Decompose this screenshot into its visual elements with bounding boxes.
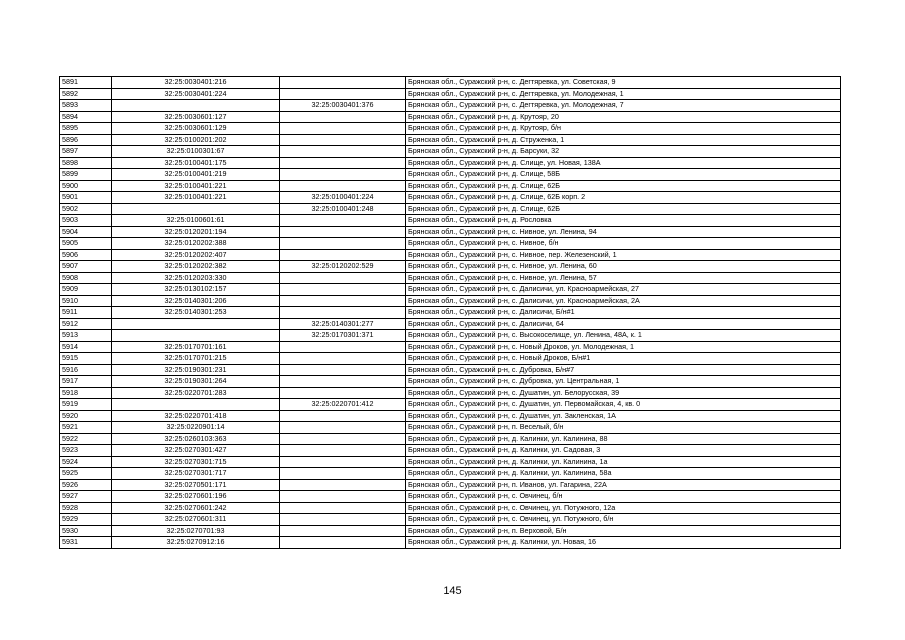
related-cadastral-number-cell	[280, 111, 406, 123]
table-row	[60, 77, 841, 89]
table-row	[60, 514, 841, 526]
table-row	[60, 445, 841, 457]
address-cell: Брянская обл., Суражский р-н, д. Калинки, ул. Садовая, 3	[406, 445, 841, 457]
related-cadastral-number-cell	[280, 387, 406, 399]
cadastral-number-cell: 32:25:0120201:194	[112, 226, 280, 238]
cadastral-number-cell	[112, 203, 280, 215]
row-number-cell: 5897	[60, 146, 112, 158]
row-number-cell: 5930	[60, 525, 112, 537]
table-row	[60, 100, 841, 112]
address-cell: Брянская обл., Суражский р-н, с. Дубровка, Б/н#7	[406, 364, 841, 376]
table-row	[60, 330, 841, 342]
related-cadastral-number-cell	[280, 502, 406, 514]
cadastral-number-cell	[112, 100, 280, 112]
related-cadastral-number-cell	[280, 353, 406, 365]
row-number-cell: 5906	[60, 249, 112, 261]
row-number-cell: 5925	[60, 468, 112, 480]
related-cadastral-number-cell	[280, 295, 406, 307]
cadastral-number-cell: 32:25:0270912:16	[112, 537, 280, 549]
cadastral-number-cell: 32:25:0100401:175	[112, 157, 280, 169]
related-cadastral-number-cell	[280, 169, 406, 181]
cadastral-number-cell: 32:25:0100301:67	[112, 146, 280, 158]
table-row	[60, 410, 841, 422]
address-cell: Брянская обл., Суражский р-н, д. Слище, 62Б корп. 2	[406, 192, 841, 204]
cadastral-number-cell: 32:25:0120202:382	[112, 261, 280, 273]
table-row	[60, 157, 841, 169]
related-cadastral-number-cell	[280, 77, 406, 89]
address-cell: Брянская обл., Суражский р-н, с. Дегтяревка, ул. Молодежная, 7	[406, 100, 841, 112]
address-cell: Брянская обл., Суражский р-н, д. Рословка	[406, 215, 841, 227]
cadastral-number-cell: 32:25:0270701:93	[112, 525, 280, 537]
cadastral-number-cell: 32:25:0120203:330	[112, 272, 280, 284]
row-number-cell: 5908	[60, 272, 112, 284]
row-number-cell: 5899	[60, 169, 112, 181]
row-number-cell: 5910	[60, 295, 112, 307]
address-cell: Брянская обл., Суражский р-н, д. Струженка, 1	[406, 134, 841, 146]
cadastral-number-cell: 32:25:0270601:311	[112, 514, 280, 526]
address-cell: Брянская обл., Суражский р-н, с. Дубровка, ул. Центральная, 1	[406, 376, 841, 388]
cadastral-number-cell: 32:25:0270501:171	[112, 479, 280, 491]
row-number-cell: 5896	[60, 134, 112, 146]
table-row	[60, 272, 841, 284]
table-row	[60, 146, 841, 158]
page-number: 145	[443, 585, 462, 597]
cadastral-number-cell	[112, 318, 280, 330]
address-cell: Брянская обл., Суражский р-н, с. Нивное, ул. Ленина, 57	[406, 272, 841, 284]
row-number-cell: 5895	[60, 123, 112, 135]
row-number-cell: 5927	[60, 491, 112, 503]
related-cadastral-number-cell	[280, 422, 406, 434]
cadastral-number-cell: 32:25:0140301:253	[112, 307, 280, 319]
row-number-cell: 5911	[60, 307, 112, 319]
related-cadastral-number-cell	[280, 146, 406, 158]
row-number-cell: 5916	[60, 364, 112, 376]
row-number-cell: 5917	[60, 376, 112, 388]
address-cell: Брянская обл., Суражский р-н, д. Слище, 58Б	[406, 169, 841, 181]
row-number-cell: 5913	[60, 330, 112, 342]
table-row	[60, 422, 841, 434]
related-cadastral-number-cell	[280, 433, 406, 445]
row-number-cell: 5921	[60, 422, 112, 434]
row-number-cell: 5912	[60, 318, 112, 330]
address-cell: Брянская обл., Суражский р-н, д. Калинки, ул. Новая, 16	[406, 537, 841, 549]
address-cell: Брянская обл., Суражский р-н, с. Далисичи, Б/н#1	[406, 307, 841, 319]
row-number-cell: 5900	[60, 180, 112, 192]
cadastral-number-cell: 32:25:0100401:221	[112, 180, 280, 192]
table-row	[60, 180, 841, 192]
address-cell: Брянская обл., Суражский р-н, д. Слище, ул. Новая, 138А	[406, 157, 841, 169]
cadastral-number-cell: 32:25:0030601:127	[112, 111, 280, 123]
cadastral-number-cell: 32:25:0190301:231	[112, 364, 280, 376]
cadastral-number-cell	[112, 399, 280, 411]
table-row	[60, 468, 841, 480]
row-number-cell: 5905	[60, 238, 112, 250]
related-cadastral-number-cell	[280, 157, 406, 169]
registry-table	[59, 76, 841, 549]
address-cell: Брянская обл., Суражский р-н, п. Верховой, Б/н	[406, 525, 841, 537]
cadastral-number-cell: 32:25:0220701:418	[112, 410, 280, 422]
related-cadastral-number-cell	[280, 376, 406, 388]
related-cadastral-number-cell	[280, 468, 406, 480]
cadastral-number-cell: 32:25:0130102:157	[112, 284, 280, 296]
row-number-cell: 5920	[60, 410, 112, 422]
row-number-cell: 5898	[60, 157, 112, 169]
address-cell: Брянская обл., Суражский р-н, с. Овчинец, ул. Потужного, б/н	[406, 514, 841, 526]
related-cadastral-number-cell: 32:25:0170301:371	[280, 330, 406, 342]
row-number-cell: 5902	[60, 203, 112, 215]
table-row	[60, 525, 841, 537]
related-cadastral-number-cell	[280, 491, 406, 503]
table-row	[60, 353, 841, 365]
address-cell: Брянская обл., Суражский р-н, д. Слище, 62Б	[406, 203, 841, 215]
row-number-cell: 5907	[60, 261, 112, 273]
table-row	[60, 249, 841, 261]
row-number-cell: 5891	[60, 77, 112, 89]
table-row	[60, 284, 841, 296]
table-row	[60, 399, 841, 411]
cadastral-number-cell: 32:25:0170701:161	[112, 341, 280, 353]
table-row	[60, 433, 841, 445]
table-row	[60, 456, 841, 468]
address-cell: Брянская обл., Суражский р-н, д. Калинки, ул. Калинина, 58а	[406, 468, 841, 480]
related-cadastral-number-cell	[280, 134, 406, 146]
row-number-cell: 5922	[60, 433, 112, 445]
cadastral-number-cell: 32:25:0120202:407	[112, 249, 280, 261]
related-cadastral-number-cell	[280, 238, 406, 250]
related-cadastral-number-cell: 32:25:0100401:248	[280, 203, 406, 215]
address-cell: Брянская обл., Суражский р-н, с. Дегтяревка, ул. Молодежная, 1	[406, 88, 841, 100]
related-cadastral-number-cell	[280, 215, 406, 227]
address-cell: Брянская обл., Суражский р-н, с. Высокоселище, ул. Ленина, 48А, к. 1	[406, 330, 841, 342]
table-row	[60, 169, 841, 181]
cadastral-number-cell: 32:25:0140301:206	[112, 295, 280, 307]
cadastral-number-cell: 32:25:0270601:196	[112, 491, 280, 503]
row-number-cell: 5894	[60, 111, 112, 123]
related-cadastral-number-cell	[280, 180, 406, 192]
table-row	[60, 537, 841, 549]
address-cell: Брянская обл., Суражский р-н, п. Веселый, б/н	[406, 422, 841, 434]
table-row	[60, 203, 841, 215]
related-cadastral-number-cell	[280, 537, 406, 549]
related-cadastral-number-cell: 32:25:0120202:529	[280, 261, 406, 273]
address-cell: Брянская обл., Суражский р-н, с. Овчинец, ул. Потужного, 12а	[406, 502, 841, 514]
table-row	[60, 192, 841, 204]
cadastral-number-cell: 32:25:0100401:221	[112, 192, 280, 204]
related-cadastral-number-cell	[280, 341, 406, 353]
table-row	[60, 491, 841, 503]
cadastral-number-cell: 32:25:0030401:216	[112, 77, 280, 89]
table-row	[60, 238, 841, 250]
related-cadastral-number-cell	[280, 272, 406, 284]
cadastral-number-cell: 32:25:0270601:242	[112, 502, 280, 514]
address-cell: Брянская обл., Суражский р-н, с. Нивное, пер. Железенский, 1	[406, 249, 841, 261]
address-cell: Брянская обл., Суражский р-н, с. Далисичи, 64	[406, 318, 841, 330]
address-cell: Брянская обл., Суражский р-н, с. Далисичи, ул. Красноармейская, 2А	[406, 295, 841, 307]
table-row	[60, 123, 841, 135]
cadastral-number-cell: 32:25:0270301:427	[112, 445, 280, 457]
address-cell: Брянская обл., Суражский р-н, с. Овчинец, б/н	[406, 491, 841, 503]
address-cell: Брянская обл., Суражский р-н, с. Душатин, ул. Первомайская, 4, кв. 0	[406, 399, 841, 411]
related-cadastral-number-cell: 32:25:0030401:376	[280, 100, 406, 112]
table-row	[60, 88, 841, 100]
row-number-cell: 5904	[60, 226, 112, 238]
address-cell: Брянская обл., Суражский р-н, с. Нивное, ул. Ленина, 60	[406, 261, 841, 273]
address-cell: Брянская обл., Суражский р-н, с. Далисичи, ул. Красноармейская, 27	[406, 284, 841, 296]
cadastral-number-cell: 32:25:0270301:715	[112, 456, 280, 468]
address-cell: Брянская обл., Суражский р-н, д. Слище, 62Б	[406, 180, 841, 192]
related-cadastral-number-cell	[280, 284, 406, 296]
row-number-cell: 5914	[60, 341, 112, 353]
row-number-cell: 5924	[60, 456, 112, 468]
cadastral-number-cell: 32:25:0170701:215	[112, 353, 280, 365]
address-cell: Брянская обл., Суражский р-н, д. Крутояр, б/н	[406, 123, 841, 135]
related-cadastral-number-cell	[280, 307, 406, 319]
address-cell: Брянская обл., Суражский р-н, д. Барсуки, 32	[406, 146, 841, 158]
related-cadastral-number-cell	[280, 445, 406, 457]
address-cell: Брянская обл., Суражский р-н, с. Душатин, ул. Белорусская, 39	[406, 387, 841, 399]
row-number-cell: 5919	[60, 399, 112, 411]
cadastral-number-cell: 32:25:0260103:363	[112, 433, 280, 445]
row-number-cell: 5923	[60, 445, 112, 457]
address-cell: Брянская обл., Суражский р-н, д. Крутояр, 20	[406, 111, 841, 123]
related-cadastral-number-cell	[280, 479, 406, 491]
row-number-cell: 5909	[60, 284, 112, 296]
row-number-cell: 5903	[60, 215, 112, 227]
cadastral-number-cell	[112, 330, 280, 342]
address-cell: Брянская обл., Суражский р-н, п. Иванов, ул. Гагарина, 22А	[406, 479, 841, 491]
address-cell: Брянская обл., Суражский р-н, с. Дегтяревка, ул. Советская, 9	[406, 77, 841, 89]
cadastral-number-cell: 32:25:0100601:61	[112, 215, 280, 227]
address-cell: Брянская обл., Суражский р-н, с. Нивное, б/н	[406, 238, 841, 250]
row-number-cell: 5929	[60, 514, 112, 526]
table-row	[60, 502, 841, 514]
address-cell: Брянская обл., Суражский р-н, с. Душатин, ул. Закленская, 1А	[406, 410, 841, 422]
cadastral-number-cell: 32:25:0100201:202	[112, 134, 280, 146]
related-cadastral-number-cell: 32:25:0100401:224	[280, 192, 406, 204]
cadastral-number-cell: 32:25:0220901:14	[112, 422, 280, 434]
table-row	[60, 376, 841, 388]
table-row	[60, 111, 841, 123]
table-row	[60, 364, 841, 376]
table-row	[60, 387, 841, 399]
row-number-cell: 5931	[60, 537, 112, 549]
related-cadastral-number-cell	[280, 525, 406, 537]
cadastral-number-cell: 32:25:0220701:283	[112, 387, 280, 399]
cadastral-number-cell: 32:25:0100401:219	[112, 169, 280, 181]
related-cadastral-number-cell	[280, 123, 406, 135]
registry-table-body	[60, 77, 841, 549]
table-row	[60, 341, 841, 353]
address-cell: Брянская обл., Суражский р-н, с. Нивное, ул. Ленина, 94	[406, 226, 841, 238]
row-number-cell: 5893	[60, 100, 112, 112]
table-row	[60, 479, 841, 491]
address-cell: Брянская обл., Суражский р-н, с. Новый Дроков, ул. Молодежная, 1	[406, 341, 841, 353]
address-cell: Брянская обл., Суражский р-н, д. Калинки, ул. Калинина, 88	[406, 433, 841, 445]
table-row	[60, 226, 841, 238]
row-number-cell: 5892	[60, 88, 112, 100]
cadastral-number-cell: 32:25:0190301:264	[112, 376, 280, 388]
table-row	[60, 295, 841, 307]
cadastral-number-cell: 32:25:0270301:717	[112, 468, 280, 480]
related-cadastral-number-cell	[280, 514, 406, 526]
related-cadastral-number-cell	[280, 249, 406, 261]
row-number-cell: 5926	[60, 479, 112, 491]
related-cadastral-number-cell	[280, 226, 406, 238]
cadastral-number-cell: 32:25:0120202:388	[112, 238, 280, 250]
table-row	[60, 134, 841, 146]
row-number-cell: 5928	[60, 502, 112, 514]
row-number-cell: 5918	[60, 387, 112, 399]
address-cell: Брянская обл., Суражский р-н, с. Новый Дроков, Б/н#1	[406, 353, 841, 365]
related-cadastral-number-cell	[280, 88, 406, 100]
row-number-cell: 5915	[60, 353, 112, 365]
row-number-cell: 5901	[60, 192, 112, 204]
table-row	[60, 307, 841, 319]
related-cadastral-number-cell: 32:25:0140301:277	[280, 318, 406, 330]
related-cadastral-number-cell	[280, 364, 406, 376]
table-row	[60, 318, 841, 330]
related-cadastral-number-cell	[280, 410, 406, 422]
address-cell: Брянская обл., Суражский р-н, д. Калинки, ул. Калинина, 1а	[406, 456, 841, 468]
cadastral-number-cell: 32:25:0030601:129	[112, 123, 280, 135]
table-row	[60, 261, 841, 273]
table-row	[60, 215, 841, 227]
related-cadastral-number-cell	[280, 456, 406, 468]
related-cadastral-number-cell: 32:25:0220701:412	[280, 399, 406, 411]
cadastral-number-cell: 32:25:0030401:224	[112, 88, 280, 100]
